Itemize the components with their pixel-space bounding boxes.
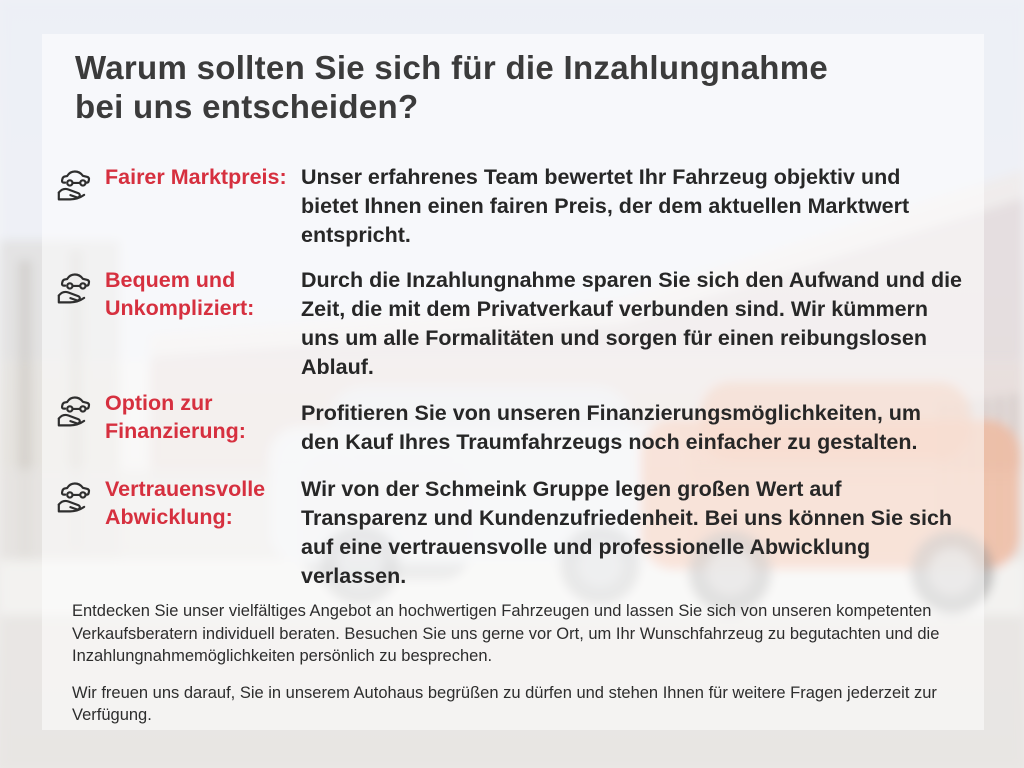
- footer-paragraph-2: Wir freuen uns darauf, Sie in unserem Autohaus begrüßen zu dürfen und stehen Ihnen für weitere Fragen jederzeit zur Verfügung.: [72, 683, 937, 724]
- benefit-row-bequem-unkompliziert: [55, 266, 983, 382]
- benefit-row-vertrauensvolle-abwicklung: [55, 475, 983, 591]
- hand-holding-car-icon: [55, 266, 105, 306]
- benefit-row-fairer-marktpreis: [55, 163, 983, 250]
- benefit-text: Unser erfahrenes Team bewertet Ihr Fahrzeug objektiv und bietet Ihnen einen fairen Preis, der dem aktuellen Marktwert entspricht.: [301, 165, 910, 247]
- benefit-heading: Option zur Finanzierung:: [105, 391, 246, 443]
- closing-text: [72, 600, 977, 727]
- footer-paragraph-1: Entdecken Sie unser vielfältiges Angebot an hochwertigen Fahrzeugen und lassen Sie sich von unseren kompetenten Verkaufsberatern individuell beraten. Besuchen Sie uns gerne vor Ort, um Ihr Wunschfahrzeug zu begutachten und die Inzahlungnahmemöglichkeiten persönlich zu besprechen.: [72, 602, 940, 665]
- benefit-text: Durch die Inzahlungnahme sparen Sie sich den Aufwand und die Zeit, die mit dem Privatverkauf verbunden sind. Wir kümmern uns um alle Formalitäten und sorgen für einen reibungslosen Ablauf.: [301, 268, 963, 379]
- benefit-heading: Bequem und Unkompliziert:: [105, 268, 255, 320]
- page-title: [75, 48, 955, 126]
- page-title-line2: bei uns entscheiden?: [75, 88, 419, 125]
- benefit-row-option-finanzierung: [55, 389, 983, 457]
- benefits-list: [55, 163, 983, 591]
- benefit-text: Wir von der Schmeink Gruppe legen großen Wert auf Transparenz und Kundenzufriedenheit. Bei uns können Sie sich auf eine vertrauensvolle und professionelle Abwicklung verlassen.: [301, 477, 953, 588]
- benefit-heading: Fairer Marktpreis:: [105, 165, 287, 189]
- hand-holding-car-icon: [55, 475, 105, 515]
- hand-holding-car-icon: [55, 163, 105, 203]
- hand-holding-car-icon: [55, 389, 105, 429]
- benefit-text: Profitieren Sie von unseren Finanzierungsmöglichkeiten, um den Kauf Ihres Traumfahrzeugs noch einfacher zu gestalten.: [301, 401, 922, 454]
- benefit-heading: Vertrauensvolle Abwicklung:: [105, 477, 266, 529]
- page-title-line1: Warum sollten Sie sich für die Inzahlungnahme: [75, 49, 829, 86]
